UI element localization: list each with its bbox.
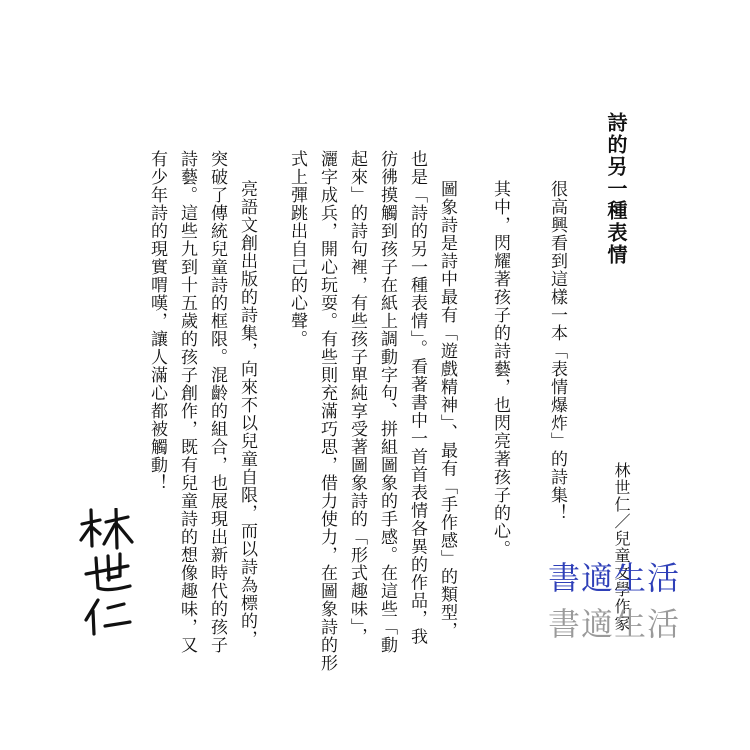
paragraph-2-line-1: 其中，閃耀著孩子的詩藝，也閃亮著孩子的心。 xyxy=(490,180,510,558)
essay-title: 詩的另一種表情 xyxy=(604,112,628,266)
paragraph-3-line-6: 式上彈跳出自己的心聲。 xyxy=(287,150,307,348)
paragraph-3-line-5: 灑字成兵，開心玩耍。有些則充滿巧思，借力使力，在圖象詩的形 xyxy=(317,150,337,672)
paragraph-3-line-1: 圖象詩是詩中最有「遊戲精神」、最有「手作感」的類型， xyxy=(437,180,457,640)
author-byline: 林世仁／兒童文學作家 xyxy=(612,462,631,632)
paragraph-3-line-4: 起來」的詩句裡，有些孩子單純享受著圖象詩的「形式趣味」， xyxy=(347,150,367,646)
paragraph-1-line-1: 很高興看到這樣一本「表情爆炸」的詩集！ xyxy=(547,180,567,522)
paragraph-4-line-4: 有少年詩的現實喟嘆，讓人滿心都被觸動！ xyxy=(147,150,167,492)
paragraph-3-line-3: 彷彿摸觸到孩子在紙上調動字句、拼組圖象的手感。在這些「動 xyxy=(377,150,397,654)
watermark-bottom: 書適生活 xyxy=(548,605,681,643)
handwritten-signature xyxy=(78,508,138,638)
paragraph-4-line-1: 亮語文創出版的詩集，向來不以兒童自限，而以詩為標的， xyxy=(237,180,257,648)
paragraph-4-line-2: 突破了傳統兒童詩的框限。混齡的組合，也展現出新時代的孩子 xyxy=(207,150,227,654)
paragraph-4-line-3: 詩藝。這些九到十五歲的孩子創作，既有兒童詩的想像趣味，又 xyxy=(177,150,197,654)
paragraph-3-line-2: 也是「詩的另一種表情」。看著書中一首首表情各異的作品，我 xyxy=(407,150,427,646)
watermark-top: 書適生活 xyxy=(548,559,681,597)
